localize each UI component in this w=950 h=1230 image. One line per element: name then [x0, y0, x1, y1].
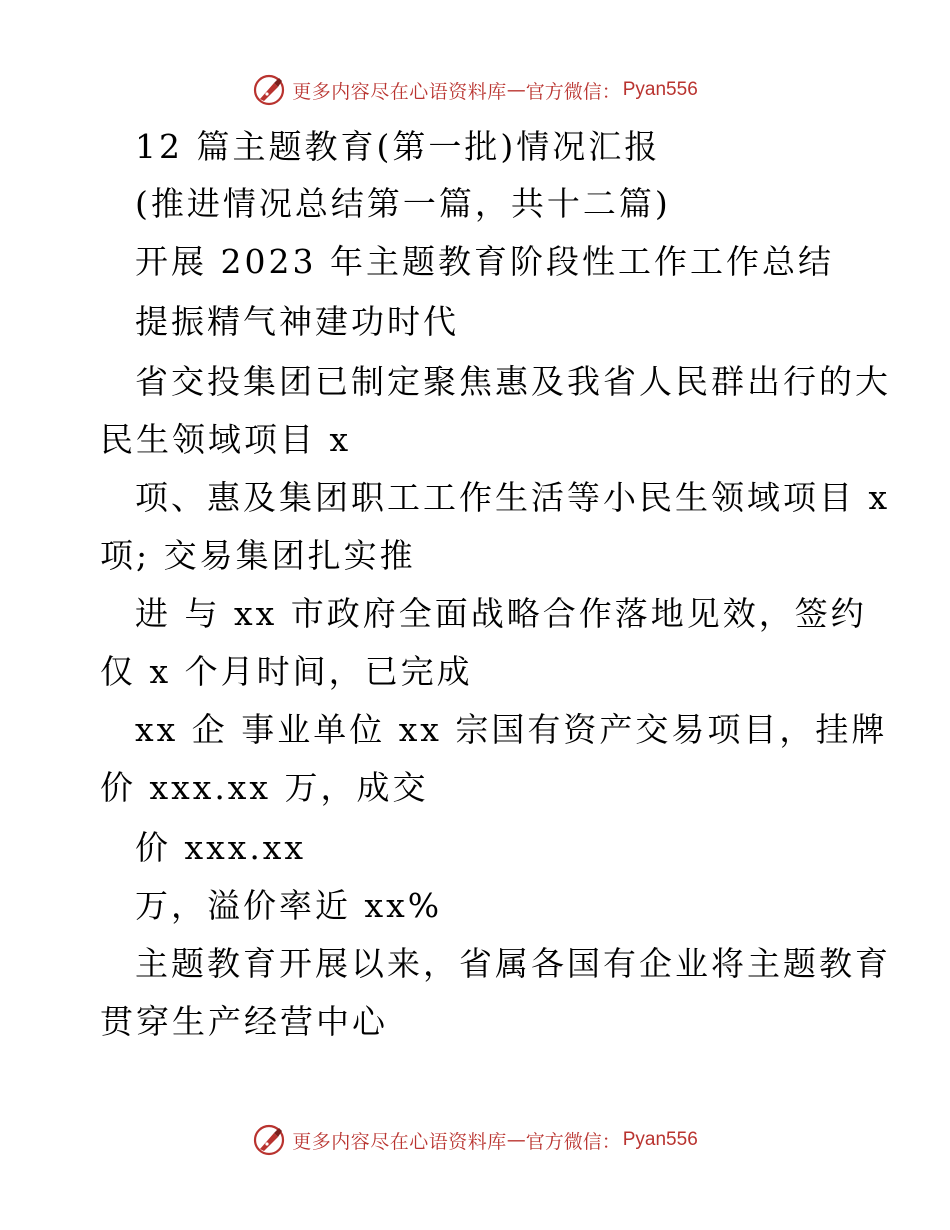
document-subtitle: (推进情况总结第一篇，共十二篇) — [135, 184, 671, 223]
text-line: 省交投集团已制定聚焦惠及我省人民群出行的大 — [135, 362, 891, 401]
pen-nib-logo-icon — [252, 1123, 286, 1157]
text-line: 价 xxx.xx — [135, 828, 307, 867]
watermark-label: 官方微信： — [525, 80, 621, 103]
text-line: 万，溢价率近 xx% — [135, 886, 443, 925]
document-title: 12 篇主题教育(第一批)情况汇报 — [135, 127, 661, 166]
watermark-wechat-id: Pyan556 — [622, 1129, 698, 1150]
text-line: 提振精气神建功时代 — [135, 302, 459, 341]
text-line: 项、惠及集团职工工作生活等小民生领域项目 x — [135, 478, 891, 517]
text-line: xx 企 事业单位 xx 宗国有资产交易项目，挂牌 — [135, 710, 888, 749]
text-line: 主题教育开展以来，省属各国有企业将主题教育 — [135, 944, 891, 983]
text-line: 贯穿生产经营中心 — [100, 1002, 388, 1041]
watermark-site-text: 更多内容尽在心语资料库 — [292, 80, 507, 103]
text-line: 仅 x 个月时间，已完成 — [100, 652, 473, 691]
watermark-footer — [0, 1120, 950, 1160]
watermark-separator: — — [506, 79, 526, 101]
text-line: 进 与 xx 市政府全面战略合作落地见效，签约 — [135, 594, 867, 633]
text-line: 开展 2023 年主题教育阶段性工作工作总结 — [135, 242, 834, 281]
watermark-site-text: 更多内容尽在心语资料库 — [292, 1130, 507, 1153]
text-line: 民生领域项目 x — [100, 420, 352, 459]
watermark-separator: — — [506, 1129, 526, 1151]
text-line: 价 xxx.xx 万，成交 — [100, 768, 429, 807]
watermark-label: 官方微信： — [525, 1130, 621, 1153]
text-line: 项; 交易集团扎实推 — [100, 536, 416, 575]
watermark-wechat-id: Pyan556 — [622, 79, 698, 100]
